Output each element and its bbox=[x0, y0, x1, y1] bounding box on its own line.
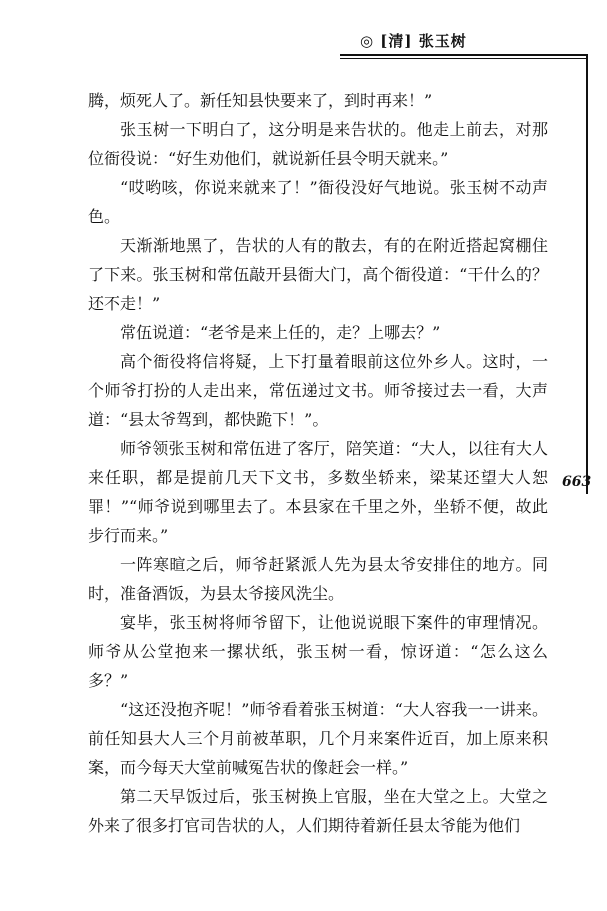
paragraph: 高个衙役将信将疑，上下打量着眼前这位外乡人。这时，一个师爷打扮的人走出来，常伍递过文书。师爷接过去一看，大声道：“县太爷驾到，都快跪下！”。 bbox=[88, 352, 548, 429]
paragraph: “这还没抱齐呢！”师爷看着张玉树道：“大人容我一一讲来。前任知县大人三个月前被革职，几个月来案件近百，加上原来积案，而今每天大堂前喊冤告状的像赶会一样。” bbox=[88, 700, 548, 777]
paragraph: 师爷领张玉树和常伍进了客厅，陪笑道：“大人，以往有大人来任职，都是提前几天下文书，多数坐轿来，梁某还望大人恕罪！”“师爷说到哪里去了。本县家在千里之外，坐轿不便，故此步行而来。” bbox=[88, 439, 548, 545]
body-text bbox=[88, 86, 548, 840]
paragraph: 第二天早饭过后，张玉树换上官服，坐在大堂之上。大堂之外来了很多打官司告状的人，人们期待着新任县太爷能为他们 bbox=[88, 787, 548, 835]
header-rule-thick bbox=[340, 54, 587, 56]
paragraph: “哎哟咳，你说来就来了！”衙役没好气地说。张玉树不动声色。 bbox=[88, 178, 548, 226]
margin-rule bbox=[586, 54, 588, 494]
paragraph: 腾，烦死人了。新任知县快要来了，到时再来！” bbox=[88, 91, 433, 110]
running-header: ◎ [清] 张玉树 bbox=[360, 32, 467, 50]
paragraph: 常伍说道：“老爷是来上任的，走？上哪去？” bbox=[120, 323, 441, 342]
header-rule-thin bbox=[340, 58, 587, 59]
page-number: 663 bbox=[562, 474, 592, 490]
paragraph: 宴毕，张玉树将师爷留下，让他说说眼下案件的审理情况。师爷从公堂抱来一摞状纸，张玉树一看，惊讶道：“怎么这么多？” bbox=[88, 613, 548, 690]
paragraph: 天渐渐地黑了，告状的人有的散去，有的在附近搭起窝棚住了下来。张玉树和常伍敲开县衙大门，高个衙役道：“干什么的？还不走！” bbox=[88, 236, 548, 313]
paragraph: 一阵寒暄之后，师爷赶紧派人先为县太爷安排住的地方。同时，准备酒饭，为县太爷接风洗尘。 bbox=[88, 555, 548, 603]
paragraph: 张玉树一下明白了，这分明是来告状的。他走上前去，对那位衙役说：“好生劝他们，就说新任县令明天就来。” bbox=[88, 120, 548, 168]
